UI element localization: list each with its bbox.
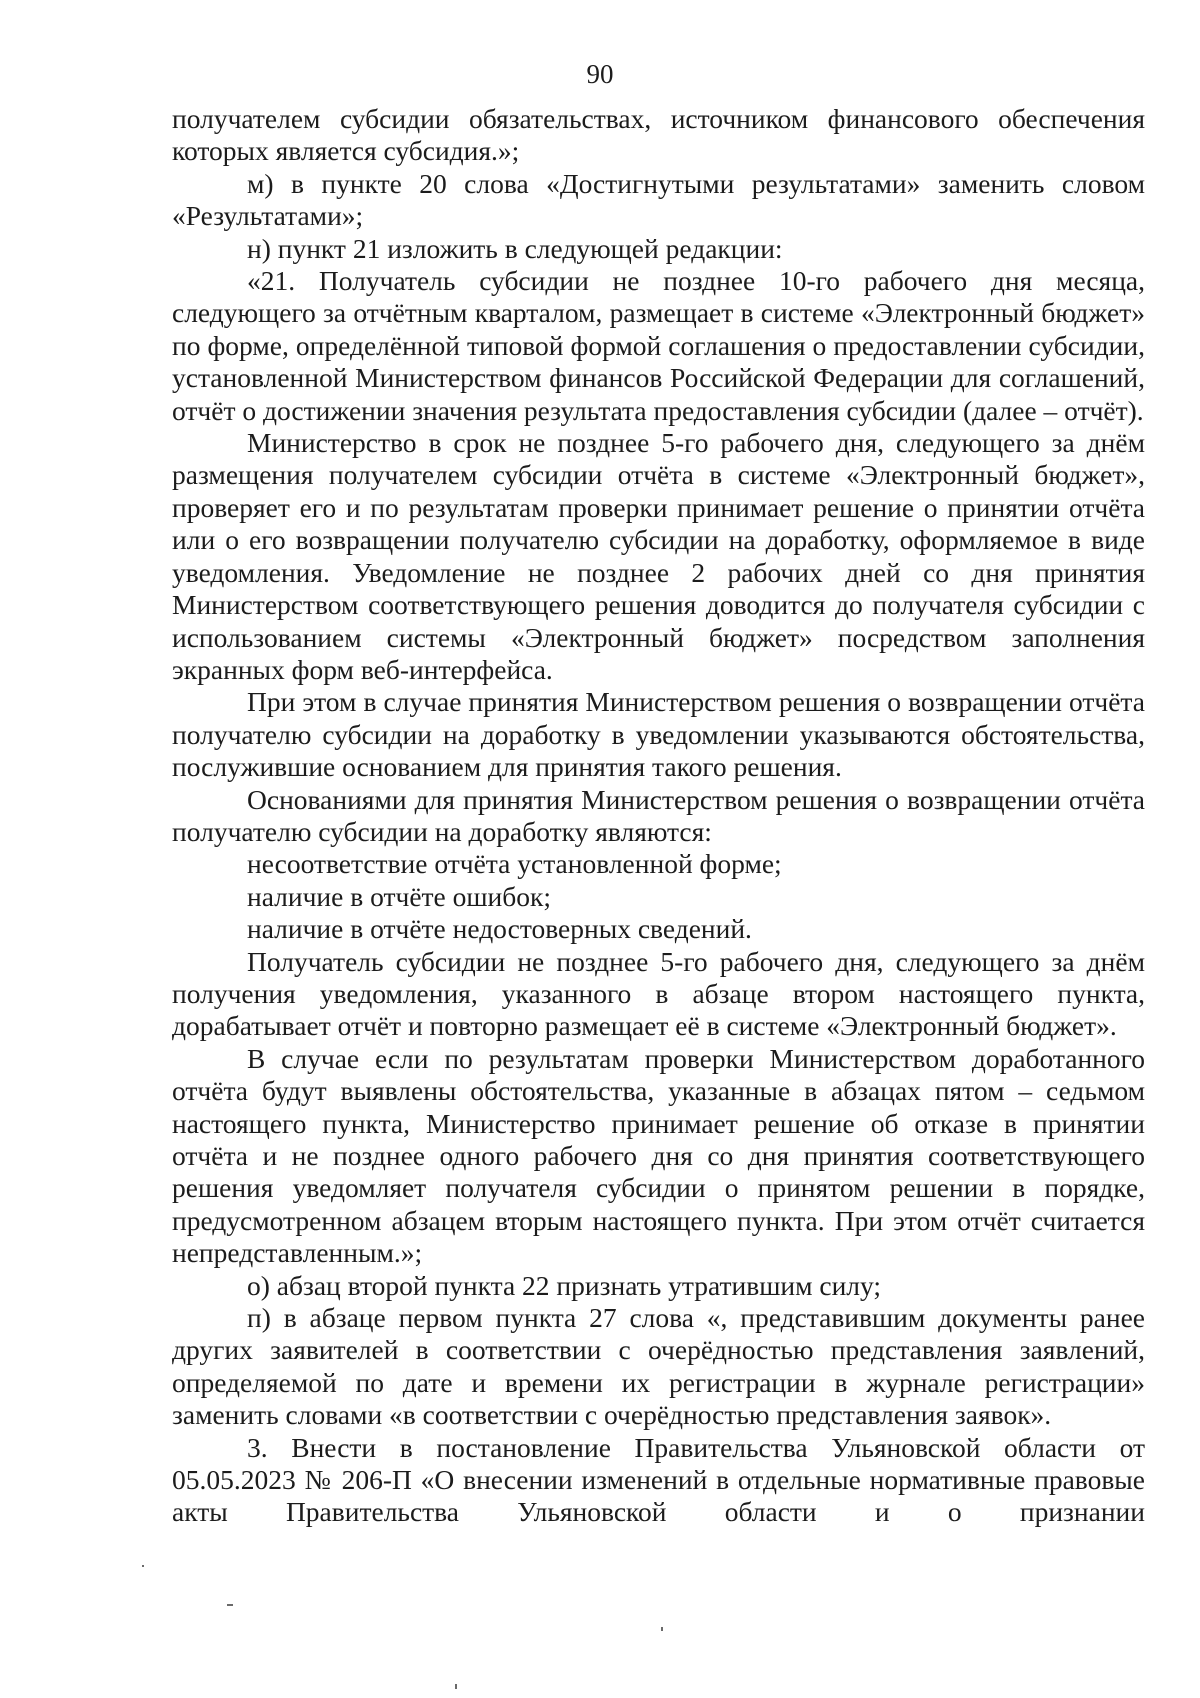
paragraph: Основаниями для принятия Министерством решения о возвращении отчёта получателю субсидии на доработку являются:: [172, 783, 1145, 847]
paragraph: н) пункт 21 изложить в следующей редакции:: [247, 232, 783, 264]
paragraph: В случае если по результатам проверки Министерством доработанного отчёта будут выявлены обстоятельства, указанные в абзацах пятом – седьмом настоящего пункта, Министерство принимает решение об отказе в принятии отчёта и не позднее одного рабочего дня со дня принятия соответствующего решения уведомляет получателя субсидии о принятом решении в порядке, предусмотренном абзацем вторым настоящего пункта. При этом отчёт считается непредставленным.»;: [172, 1042, 1145, 1269]
paragraph: 3. Внести в постановление Правительства Ульяновской области от 05.05.2023 № 206-П «О внесении изменений в отдельные нормативные правовые акты Правительства Ульяновской области и о признании: [172, 1431, 1145, 1528]
document-body: [172, 103, 1145, 1529]
paragraph: Министерство в срок не позднее 5-го рабочего дня, следующего за днём размещения получателем субсидии отчёта в системе «Электронный бюджет», проверяет его и по результатам проверки принимает решение о принятии отчёта или о его возвращении получателю субсидии на доработку, оформляемое в виде уведомления. Уведомление не позднее 2 рабочих дней со дня принятия Министерством соответствующего решения доводится до получателя субсидии с использованием системы «Электронный бюджет» посредством заполнения экранных форм веб-интерфейса.: [172, 427, 1145, 685]
paragraph: несоответствие отчёта установленной форме;: [247, 848, 782, 880]
paragraph: наличие в отчёте недостоверных сведений.: [247, 913, 752, 945]
paragraph: наличие в отчёте ошибок;: [247, 880, 552, 912]
scan-speck: [227, 1604, 233, 1606]
scan-speck: [455, 1684, 457, 1689]
scan-speck: [661, 1627, 663, 1631]
page-number: 90: [586, 59, 614, 89]
paragraph: «21. Получатель субсидии не позднее 10-го рабочего дня месяца, следующего за отчётным кварталом, размещает в системе «Электронный бюджет» по форме, определённой типовой формой соглашения о предоставлении субсидии, установленной Министерством финансов Российской Федерации для соглашений, отчёт о достижении значения результата предоставления субсидии (далее – отчёт).: [172, 265, 1145, 426]
paragraph: м) в пункте 20 слова «Достигнутыми результатами» заменить словом «Результатами»;: [172, 167, 1145, 232]
paragraph: получателем субсидии обязательствах, источником финансового обеспечения которых является субсидия.»;: [172, 103, 1145, 167]
scan-speck: [142, 1565, 144, 1567]
paragraph: п) в абзаце первом пункта 27 слова «, представившим документы ранее других заявителей в соответствии с очерёдностью представления заявлений, определяемой по дате и времени их регистрации в журнале регистрации» заменить словами «в соответствии с очерёдностью представления заявок».: [172, 1302, 1145, 1431]
paragraph: о) абзац второй пункта 22 признать утратившим силу;: [247, 1269, 882, 1301]
paragraph: При этом в случае принятия Министерством решения о возвращении отчёта получателю субсидии на доработку в уведомлении указываются обстоятельства, послужившие основанием для принятия такого решения.: [172, 686, 1145, 783]
paragraph: Получатель субсидии не позднее 5-го рабочего дня, следующего за днём получения уведомления, указанного в абзаце втором настоящего пункта, дорабатывает отчёт и повторно размещает её в системе «Электронный бюджет».: [172, 945, 1145, 1042]
